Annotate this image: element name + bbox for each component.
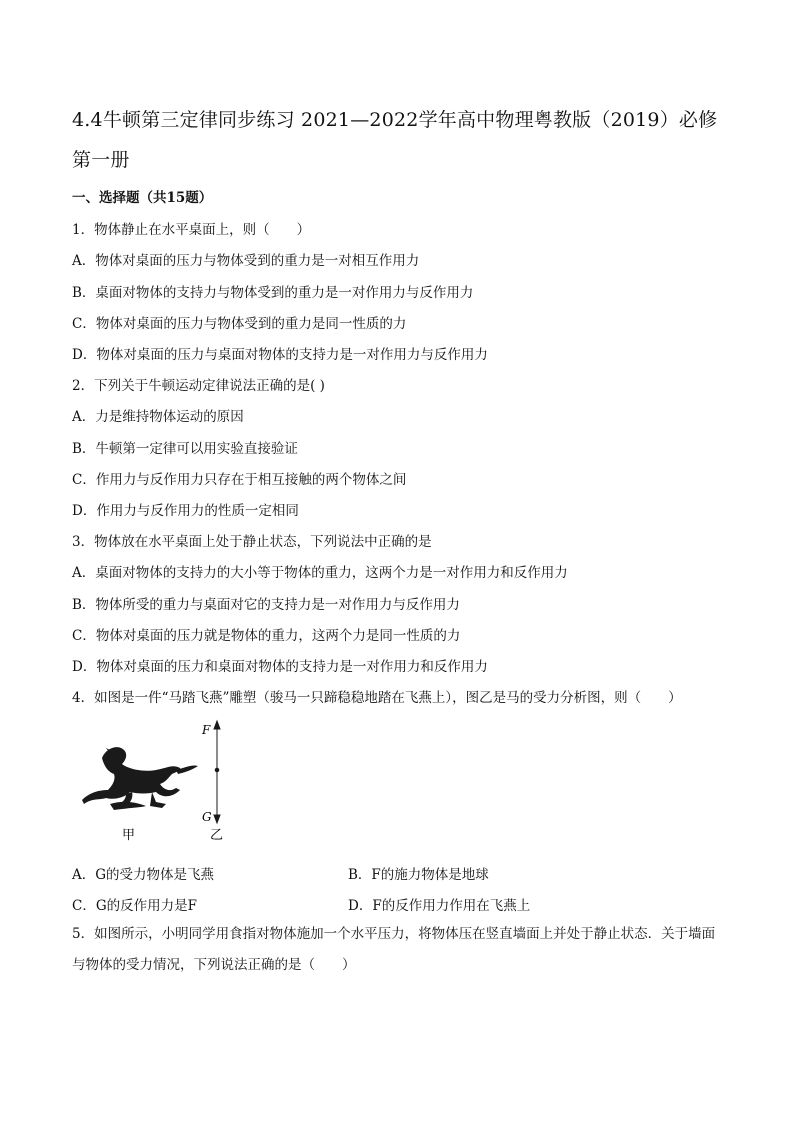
q4-option-c: C．G的反作用力是F: [72, 898, 197, 914]
q1-stem: 1．物体静止在水平桌面上，则（ ）: [72, 222, 311, 238]
force-G-label: G: [202, 810, 212, 824]
q4-option-b: B．F的施力物体是地球: [348, 867, 489, 883]
q4-stem: 4．如图是一件“马踏飞燕”雕塑（骏马一只蹄稳稳地踏在飞燕上），图乙是马的受力分析图，则（ ）: [72, 690, 682, 706]
horse-on-swallow-silhouette: [82, 747, 198, 810]
q5-stem: 5．如图所示，小明同学用食指对物体施加一个水平压力，将物体压在竖直墙面上并处于静止状态．关于墙面与物体的受力情况，下列说法正确的是（ ）: [72, 926, 716, 973]
q2-option-b: B．牛顿第一定律可以用实验直接验证: [72, 441, 298, 457]
q4-option-a: A．G的受力物体是飞燕: [72, 867, 215, 883]
q1-option-b: B．桌面对物体的支持力与物体受到的重力是一对作用力与反作用力: [72, 285, 474, 301]
center-of-mass-point: [215, 768, 219, 772]
q1-option-c: C．物体对桌面的压力与物体受到的重力是同一性质的力: [72, 316, 407, 332]
fig-label-jia: 甲: [122, 828, 136, 843]
q3-option-c: C．物体对桌面的压力就是物体的重力，这两个力是同一性质的力: [72, 628, 461, 644]
q2-option-a: A．力是维持物体运动的原因: [72, 409, 244, 425]
q2-stem: 2．下列关于牛顿运动定律说法正确的是( ): [72, 378, 325, 394]
fig-label-yi: 乙: [210, 828, 224, 843]
q3-option-b: B．物体所受的重力与桌面对它的支持力是一对作用力与反作用力: [72, 597, 460, 613]
q2-option-c: C．作用力与反作用力只存在于相互接触的两个物体之间: [72, 472, 407, 488]
q4-figure: [72, 718, 252, 848]
q1-option-a: A．物体对桌面的压力与物体受到的重力是一对相互作用力: [72, 253, 420, 269]
horse-sculpture-figure: [72, 718, 252, 848]
force-diagram: [214, 721, 220, 823]
force-F-arrowhead: [214, 721, 220, 729]
document-title: 4.4牛顿第三定律同步练习 2021—2022学年高中物理粤教版（2019）必修第一册: [72, 109, 718, 171]
q3-option-a: A．桌面对物体的支持力的大小等于物体的重力，这两个力是一对作用力和反作用力: [72, 565, 568, 581]
q2-option-d: D．作用力与反作用力的性质一定相同: [72, 503, 299, 519]
force-F-label: F: [202, 723, 211, 737]
q1-option-d: D．物体对桌面的压力与桌面对物体的支持力是一对作用力与反作用力: [72, 347, 488, 363]
q3-option-d: D．物体对桌面的压力和桌面对物体的支持力是一对作用力和反作用力: [72, 659, 488, 675]
section-heading: 一、选择题（共15题）: [72, 190, 213, 206]
force-G-arrowhead: [214, 815, 220, 823]
q4-option-d: D．F的反作用力作用在飞燕上: [348, 898, 531, 914]
q3-stem: 3．物体放在水平桌面上处于静止状态，下列说法中正确的是: [72, 534, 432, 550]
